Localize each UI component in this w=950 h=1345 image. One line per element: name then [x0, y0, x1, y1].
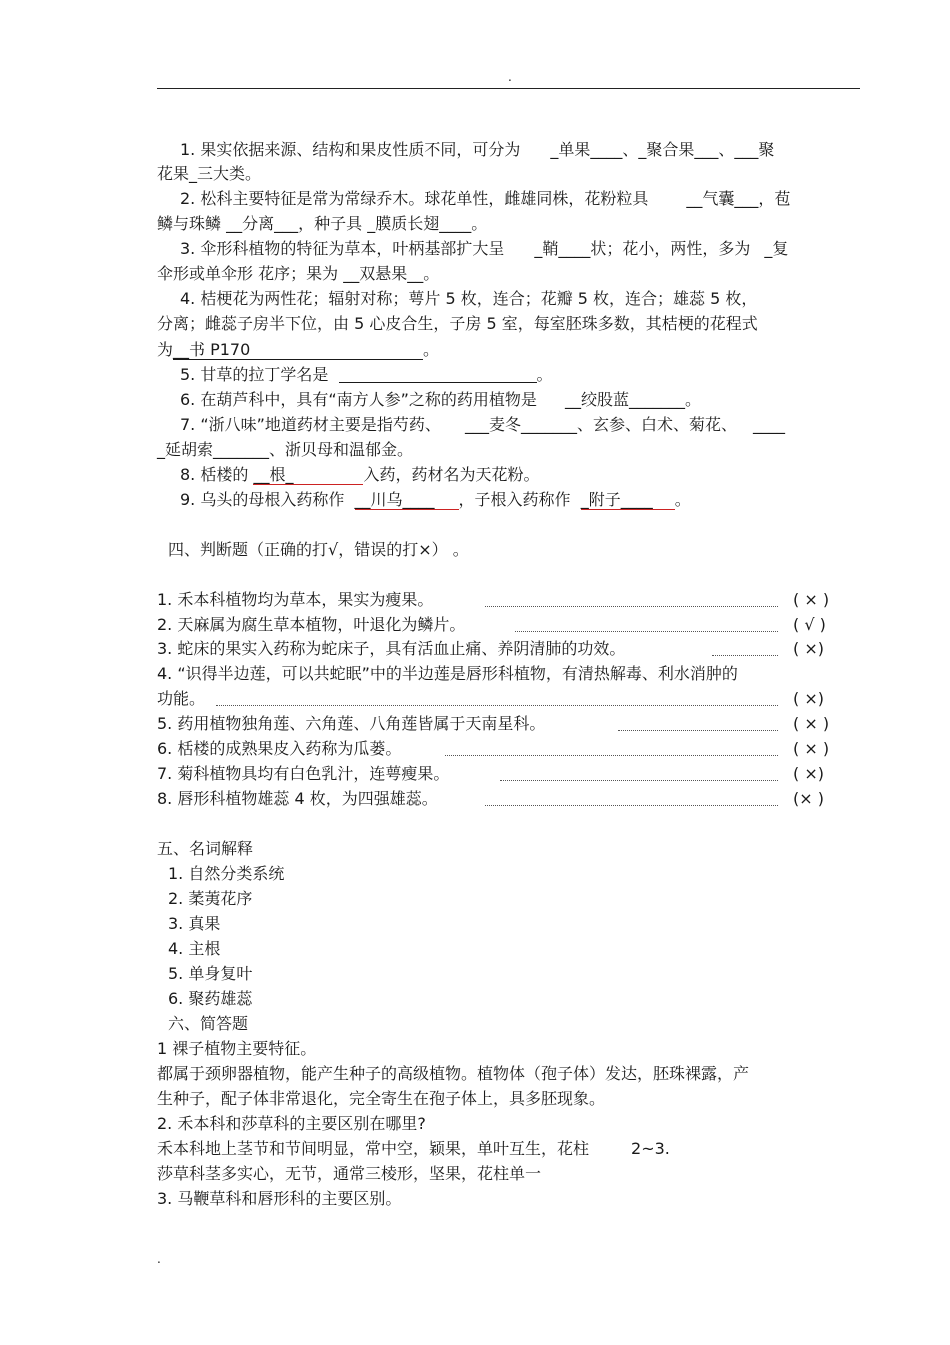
- answer-text: 2~3.: [631, 1139, 670, 1158]
- fill-text: 状；花小，两性，多为: [590, 239, 751, 258]
- fill-blank: __根_: [253, 466, 363, 485]
- fill-item-7-line-2: [157, 439, 413, 461]
- fill-item-3-line-1: [180, 238, 788, 260]
- header-rule: [157, 88, 860, 89]
- short-answer-1-line-2: 生种子，配子体非常退化，完全寄生在孢子体上，具多胚现象。: [157, 1089, 606, 1108]
- fill-blank: _聚合果___: [638, 140, 719, 159]
- fill-blank: __书 P170: [173, 341, 423, 360]
- judge-mark-5: ( × ): [793, 714, 830, 733]
- short-heading: 六、简答题: [168, 1014, 249, 1033]
- judge-item-4-line-2: 功能。: [157, 689, 206, 708]
- dotted-leader: [445, 755, 778, 756]
- dotted-leader: [515, 631, 778, 632]
- judge-item-8: 8. 唇形科植物雄蕊 4 枚，为四强雄蕊。: [157, 789, 438, 808]
- fill-text: 7. “浙八味”地道药材主要是指芍药、: [180, 415, 441, 434]
- dotted-leader: [712, 655, 778, 656]
- judge-item-2: 2. 天麻属为腐生草本植物，叶退化为鳞片。: [157, 615, 466, 634]
- fill-text: ，种子具: [298, 214, 363, 233]
- fill-text: 。: [684, 390, 701, 409]
- fill-blank: __绞股蓝_______: [564, 390, 685, 409]
- fill-item-1-line-2: 花果_三大类。: [157, 164, 262, 183]
- fill-item-8: [180, 464, 539, 486]
- short-question-1: 1 裸子植物主要特征。: [157, 1039, 317, 1058]
- answer-text: 禾本科地上茎节和节间明显，常中空，颖果，单叶互生，花柱: [157, 1139, 590, 1158]
- fill-text: 、浙贝母和温郁金。: [269, 440, 414, 459]
- fill-text: 。: [423, 264, 440, 283]
- judge-mark-2: ( √ ): [793, 615, 826, 634]
- term-item-5: 5. 单身复叶: [168, 964, 253, 983]
- fill-blank: _单果____: [550, 140, 623, 159]
- fill-text: 3. 伞形科植物的特征为草本，叶柄基部扩大呈: [180, 239, 505, 258]
- judge-mark-1: ( × ): [793, 590, 830, 609]
- fill-text: 伞形或单伞形 花序；果为: [157, 264, 339, 283]
- fill-item-2-line-1: [180, 188, 790, 210]
- fill-text: ，苞: [758, 189, 791, 208]
- term-item-2: 2. 葇荑花序: [168, 889, 253, 908]
- fill-text: 为: [157, 340, 174, 359]
- terms-heading: 五、名词解释: [157, 839, 254, 858]
- dotted-leader: [618, 730, 778, 731]
- judge-mark-4: ( ×): [793, 689, 824, 708]
- short-question-2: 2. 禾本科和莎草科的主要区别在哪里?: [157, 1114, 426, 1133]
- judge-item-5: 5. 药用植物独角莲、六角莲、八角莲皆属于天南星科。: [157, 714, 546, 733]
- fill-text: ，子根入药称作: [458, 490, 571, 509]
- short-question-3: 3. 马鞭草科和唇形科的主要区别。: [157, 1189, 402, 1208]
- dotted-leader: [500, 780, 778, 781]
- fill-blank: _膜质长翅____: [367, 214, 472, 233]
- judge-mark-3: ( ×): [793, 639, 824, 658]
- fill-text: ___聚: [734, 140, 775, 159]
- fill-text: 、: [718, 140, 735, 159]
- fill-text: 、: [622, 140, 639, 159]
- fill-blank: _附子____: [581, 491, 675, 510]
- judge-mark-6: ( × ): [793, 739, 830, 758]
- fill-blank: __双悬果__: [343, 264, 424, 283]
- fill-item-4-line-1: 4. 桔梗花为两性花；辐射对称；萼片 5 枚，连合；花瓣 5 枚，连合；雄蕊 5 枚，: [180, 289, 758, 308]
- judge-mark-7: ( ×): [793, 764, 824, 783]
- fill-blank: [339, 364, 537, 383]
- footer-dot: .: [157, 1252, 161, 1266]
- fill-blank: _鞘____: [534, 239, 591, 258]
- fill-text: 鳞与珠鳞: [157, 214, 222, 233]
- fill-text: 。: [423, 340, 440, 359]
- fill-item-7-line-1: [180, 414, 785, 436]
- short-answer-1-line-1: 都属于颈卵器植物，能产生种子的高级植物。植物体（孢子体）发达，胚珠裸露，产: [157, 1064, 750, 1083]
- short-answer-2-line-2: 莎草科茎多实心，无节，通常三棱形，坚果，花柱单一: [157, 1164, 542, 1183]
- dotted-leader: [216, 705, 778, 706]
- fill-blank: __分离___: [226, 214, 299, 233]
- fill-item-1-line-1: [180, 139, 774, 161]
- fill-blank: _延胡索_______: [157, 440, 270, 459]
- judge-item-6: 6. 栝楼的成熟果皮入药称为瓜蒌。: [157, 739, 402, 758]
- judge-item-3: 3. 蛇床的果实入药称为蛇床子，具有活血止痛、养阴清肺的功效。: [157, 639, 626, 658]
- fill-text: 、玄参、白术、菊花、: [576, 415, 737, 434]
- fill-item-5: [180, 364, 553, 386]
- fill-text: 。: [471, 214, 488, 233]
- short-answer-2-line-1: [157, 1138, 670, 1160]
- fill-text: 8. 栝楼的: [180, 465, 249, 484]
- dotted-leader: [485, 606, 778, 607]
- term-item-1: 1. 自然分类系统: [168, 864, 285, 883]
- judge-item-4-line-1: 4. “识得半边莲，可以共蛇眠”中的半边莲是唇形科植物，有清热解毒、利水消肿的: [157, 664, 738, 683]
- fill-item-6: [180, 389, 701, 411]
- fill-text: ____: [752, 415, 785, 434]
- fill-text: 入药，药材名为天花粉。: [363, 465, 540, 484]
- fill-item-4-line-3: [157, 339, 439, 361]
- fill-text: 1. 果实依据来源、结构和果皮性质不同，可分为: [180, 140, 521, 159]
- judge-item-1: 1. 禾本科植物均为草本，果实为瘦果。: [157, 590, 434, 609]
- fill-blank: __气囊___: [686, 189, 759, 208]
- judge-mark-8: (× ): [793, 789, 824, 808]
- fill-blank: ___麦冬_______: [464, 415, 577, 434]
- term-item-3: 3. 真果: [168, 914, 221, 933]
- judge-heading: 四、判断题（正确的打√，错误的打×） 。: [168, 540, 469, 559]
- fill-blank: __川乌____: [355, 491, 459, 510]
- term-item-4: 4. 主根: [168, 939, 221, 958]
- fill-item-4-line-2: 分离；雌蕊子房半下位，由 5 心皮合生，子房 5 室，每室胚珠多数，其桔梗的花程式: [157, 314, 758, 333]
- fill-text: 6. 在葫芦科中，具有“南方人参”之称的药用植物是: [180, 390, 537, 409]
- fill-item-2-line-2: [157, 213, 487, 235]
- fill-text: 。: [674, 490, 691, 509]
- fill-text: 9. 乌头的母根入药称作: [180, 490, 345, 509]
- header-dot: .: [508, 70, 512, 84]
- fill-item-9: [180, 489, 691, 511]
- fill-text: _复: [764, 239, 789, 258]
- fill-item-3-line-2: [157, 263, 439, 285]
- fill-text: 5. 甘草的拉丁学名是: [180, 365, 329, 384]
- term-item-6: 6. 聚药雄蕊: [168, 989, 253, 1008]
- fill-text: 。: [536, 365, 553, 384]
- judge-item-7: 7. 菊科植物具均有白色乳汁，连萼瘦果。: [157, 764, 450, 783]
- dotted-leader: [485, 805, 778, 806]
- fill-text: 2. 松科主要特征是常为常绿乔木。球花单性，雌雄同株，花粉粒具: [180, 189, 649, 208]
